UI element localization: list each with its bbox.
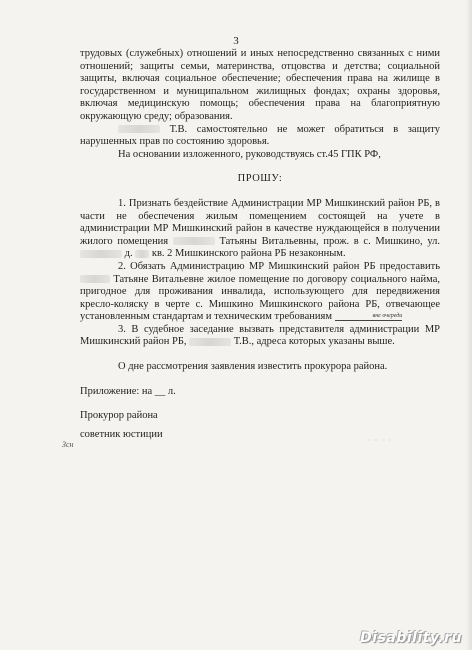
request-item-3-text-b: Т.В., адреса которых указаны выше.	[233, 336, 395, 348]
handwritten-insert: вне очереди	[335, 313, 403, 321]
request-item-1-text-d: кв. 2 Мишкинского района РБ незаконным.	[151, 248, 346, 260]
request-item-1	[80, 198, 440, 261]
request-item-1-text-c: д.	[124, 248, 133, 260]
paragraph-cannot-apply-text: Т.В. самостоятельно не может обратиться в защиту нарушенных прав по состоянию здоровья.	[80, 123, 440, 148]
request-item-3	[80, 324, 440, 349]
redacted-house	[135, 250, 149, 258]
redacted-name	[118, 125, 160, 133]
signer-position: Прокурор района	[80, 410, 158, 422]
page-number: 3	[233, 35, 239, 47]
faint-signature: · · · ·	[368, 436, 392, 445]
attachment-line: Приложение: на __ л.	[80, 385, 176, 397]
paragraph-notify: О дне рассмотрения заявления известить прокурора района.	[118, 361, 388, 373]
request-item-2-text-b: Татьяне Витальевне жилое помещение по договору социального найма, пригодное для проживания инвалида, использующего для передвижения кресло-коляску в черте с. Мишкино Мишкинского района РБ, отвечающее установленным стандартам и техническим требованиям	[80, 273, 441, 323]
document-body	[80, 48, 440, 441]
redacted-street	[80, 250, 122, 258]
paragraph-rights-list: трудовых (служебных) отношений и иных непосредственно связанных с ними отношений; защиты семьи, материнства, отцовства и детства; социальной защиты, включая социальное обеспечение; обеспечения права на жилище в государственном и муниципальном жилищных фондах; охраны здоровья, включая медицинскую помощь; обеспечения права на благоприятную окружающую среду; образования.	[80, 48, 440, 122]
paragraph-legal-basis: На основании изложенного, руководствуясь ст.45 ГПК РФ,	[118, 148, 381, 160]
request-item-1-text-b: Татьяны Витальевны, прож. в с. Мишкино, ул.	[219, 235, 440, 247]
request-item-1-text-a: 1. Признать бездействие Администрации МР Мишкинский район РБ, в части не обеспечения жилым помещением состоящей на учете в администрации МР Мишкинский район в качестве нуждающейся в получении жилого помещения	[80, 197, 440, 247]
redacted-name-3	[189, 338, 231, 346]
heading-request: ПРОШУ:	[237, 173, 283, 185]
redacted-surname	[173, 237, 215, 245]
request-item-2	[80, 261, 440, 324]
request-item-3-text-a: 3. В судебное заседание вызвать представителя администрации МР Мишкинский район РБ,	[80, 323, 440, 348]
redacted-surname-2	[80, 275, 110, 283]
paragraph-cannot-apply	[80, 124, 440, 149]
site-watermark: Disability.ru	[360, 630, 462, 646]
signer-rank: советник юстиции	[80, 428, 163, 440]
request-item-2-text-a: 2. Обязать Администрацию МР Мишкинский район РБ предоставить	[118, 260, 440, 272]
handwritten-margin-note: Зсн	[62, 440, 74, 449]
